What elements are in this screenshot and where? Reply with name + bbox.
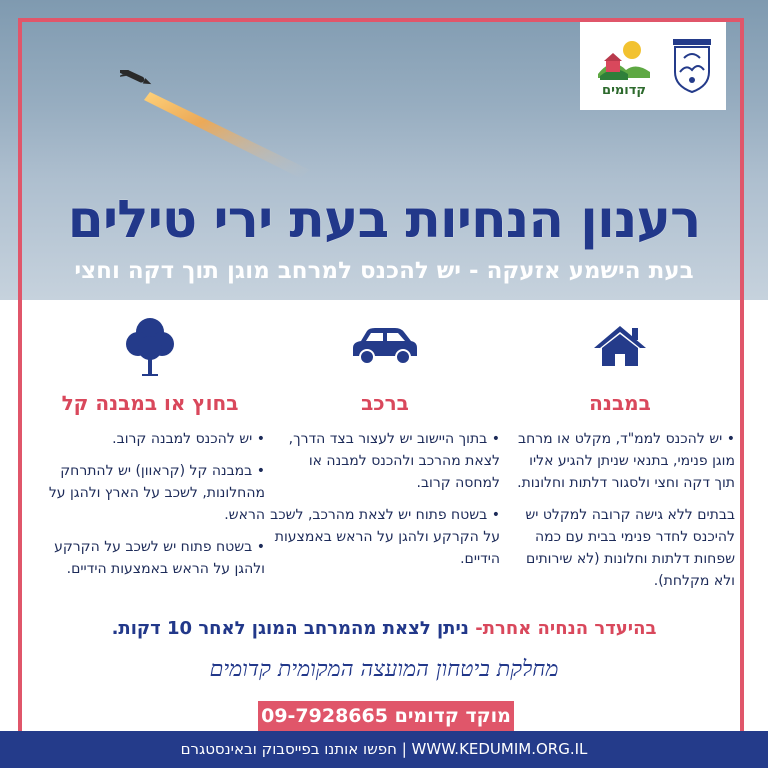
building-item: • יש להכנס לממ"ד, מקלט או מרחב מוגן פנימי, בתנאי שניתן להגיע אליו תוך דקה וחצי ולסגור דלתות וחלונות.	[505, 428, 735, 494]
hotline-phone: מוקד קדומים 09-7928665	[258, 701, 514, 731]
column-building	[505, 310, 735, 602]
missile-image	[120, 70, 310, 180]
vehicle-item: • בשטח פתוח יש לצאת מהרכב, לשכב על הקרקע ולהגן על הראש באמצעות הידיים.	[270, 504, 500, 570]
outside-item: • במבנה קל (קראוון) יש להתרחק מהחלונות, לשכב על הארץ ולהגן על הראש.	[35, 460, 265, 526]
council-emblem-icon	[672, 38, 712, 94]
vehicle-item: • בתוך היישוב יש לעצור בצד הדרך, לצאת מהרכב ולהכנס למבנה או למחסה קרוב.	[270, 428, 500, 494]
svg-text:קדומים: קדומים	[602, 83, 646, 98]
footer-bar: WWW.KEDUMIM.ORG.IL | חפשו אותנו בפייסבוק ובאינסטגרם	[0, 731, 768, 768]
vehicle-title: ברכב	[361, 391, 409, 415]
column-outside	[35, 310, 265, 590]
signature: מחלקת ביטחון המועצה המקומית קדומים	[209, 657, 559, 682]
logos-box	[580, 22, 726, 110]
tree-icon	[122, 314, 178, 378]
house-icon	[592, 324, 648, 368]
building-title: במבנה	[589, 391, 651, 415]
outside-item: • בשטח פתוח יש לשכב על הקרקע ולהגן על הראש באמצעות הידיים.	[35, 536, 265, 580]
notice-line	[30, 618, 738, 639]
column-vehicle	[270, 310, 500, 580]
kedumim-logo	[592, 34, 656, 98]
car-icon	[349, 326, 421, 366]
page-subtitle: בעת הישמע אזעקה - יש להכנס למרחב מוגן תוך דקה וחצי	[74, 258, 694, 284]
building-item: בבתים ללא גישה קרובה למקלט יש להיכנס לחדר פנימי בבית עם כמה שפחות דלתות וחלונות (לא שירותים ולא מקלחת).	[525, 507, 735, 589]
outside-title: בחוץ או במבנה קל	[61, 391, 239, 415]
notice-text: ניתן לצאת מהמרחב המוגן לאחר 10 דקות.	[111, 618, 476, 639]
page-title: רענון הנחיות בעת ירי טילים	[67, 190, 701, 250]
outside-item: • יש להכנס למבנה קרוב.	[35, 428, 265, 450]
notice-prefix: בהיעדר הנחיה אחרת-	[475, 618, 657, 639]
